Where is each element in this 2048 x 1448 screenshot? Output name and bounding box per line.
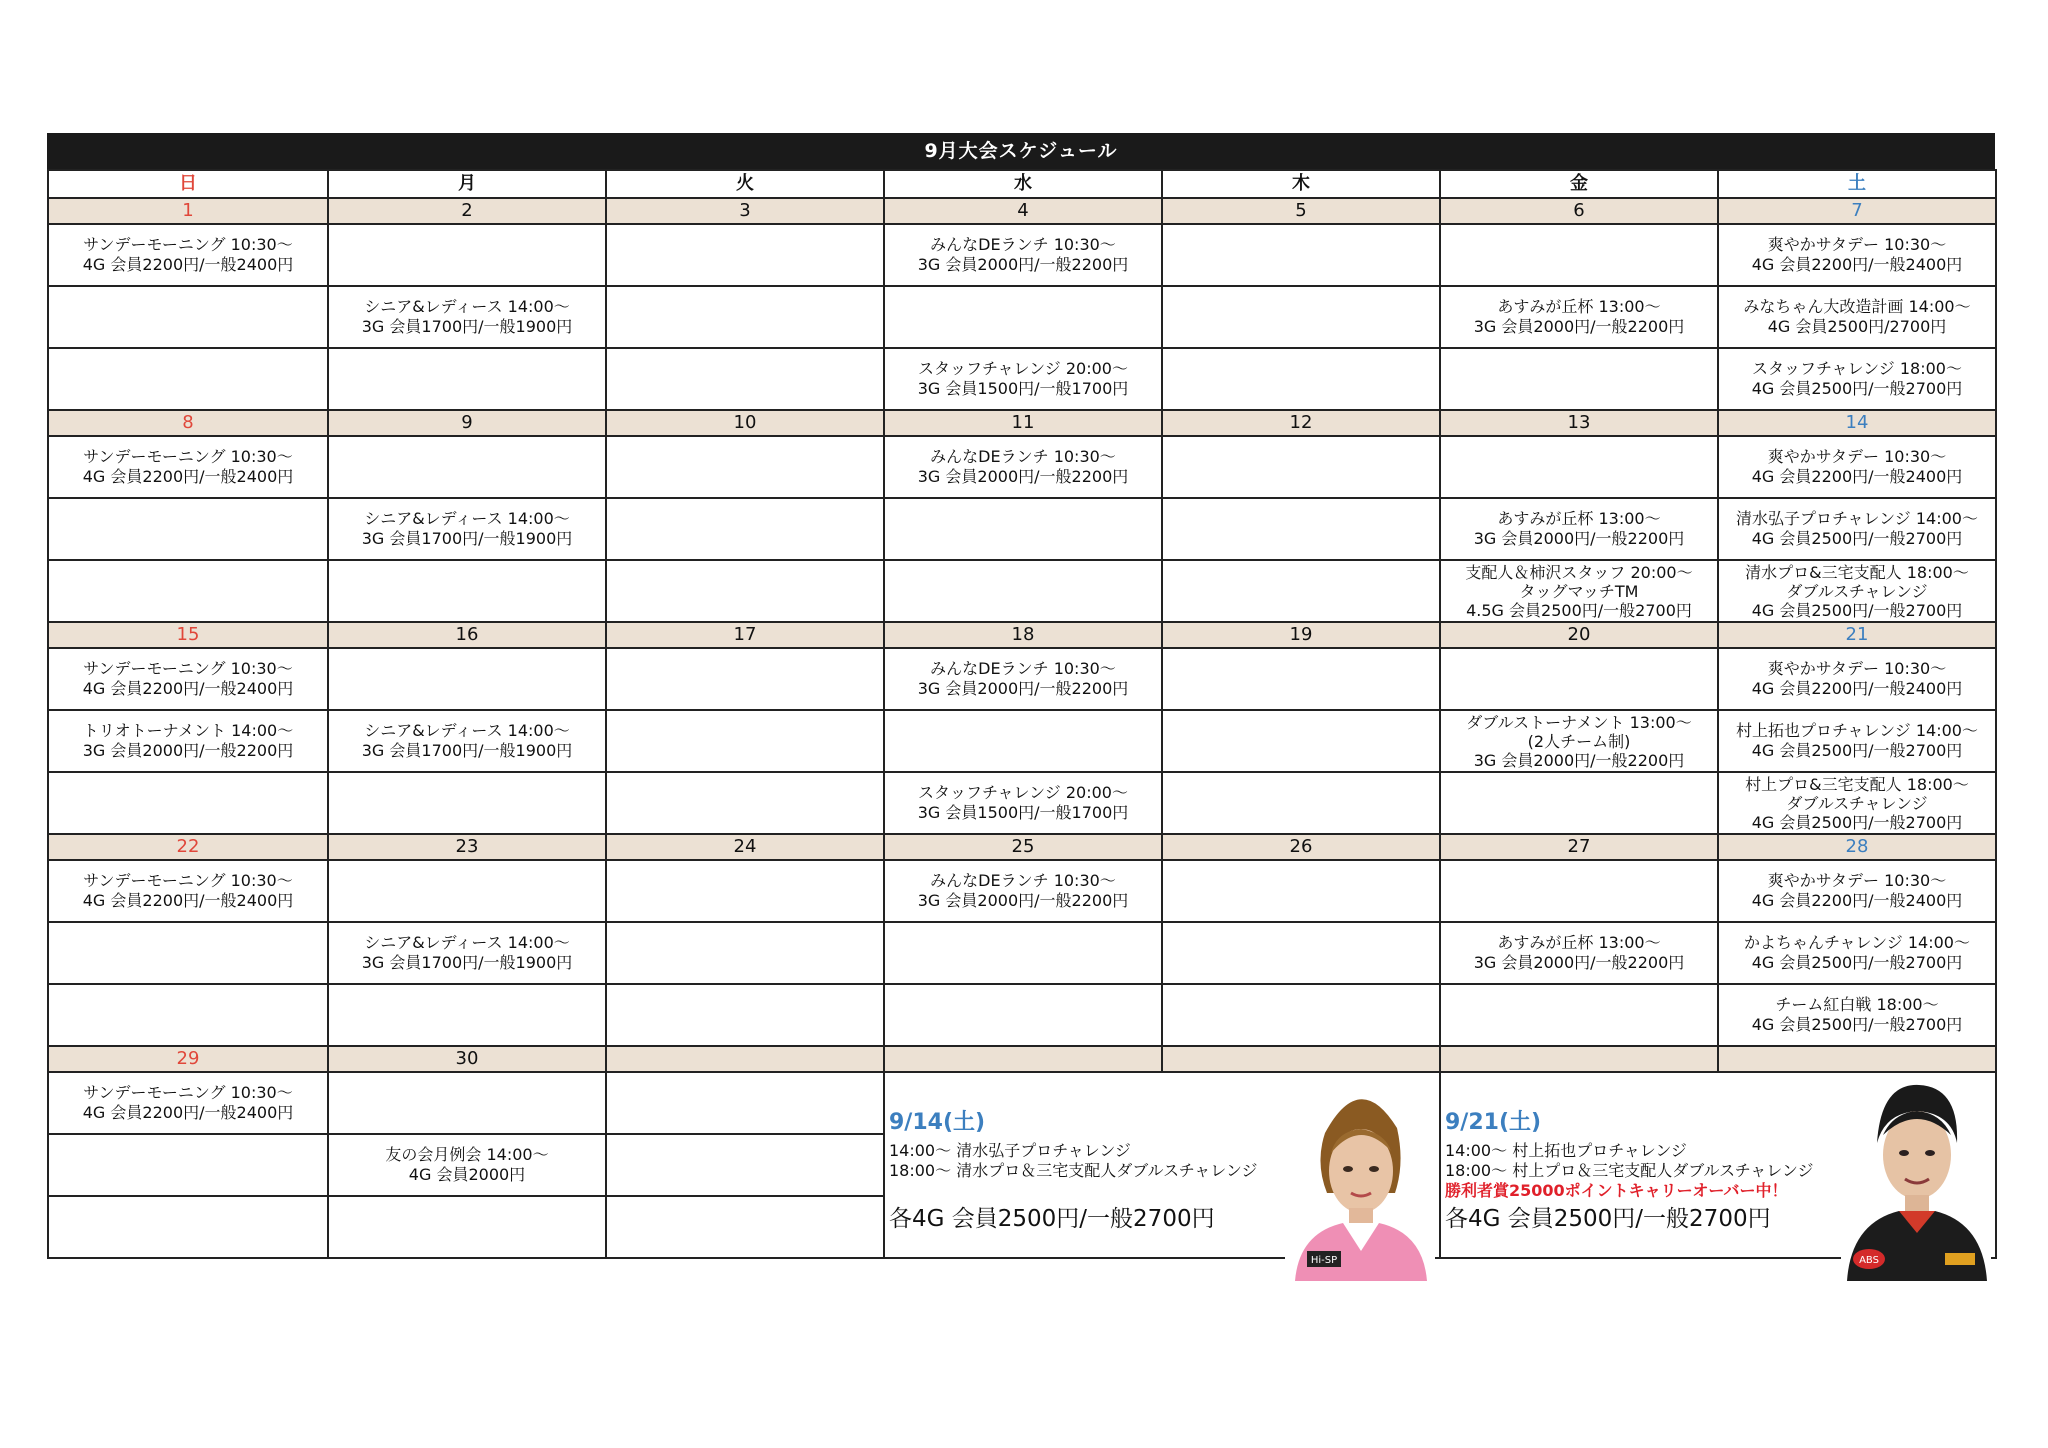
event-cell-empty — [328, 772, 606, 834]
event-cell — [328, 286, 606, 348]
calendar-grid — [47, 169, 1997, 1266]
event-cell-empty — [884, 710, 1162, 772]
event-name: 爽やかサタデー 10:30〜 — [1767, 235, 1947, 254]
event-cell-empty — [1440, 348, 1718, 410]
promo-price: 各4G 会員2500円/一般2700円 — [1445, 1206, 1771, 1232]
event-cell-empty — [1440, 648, 1718, 710]
date-cell: 23 — [328, 834, 606, 860]
date-cell: 18 — [884, 622, 1162, 648]
event-cell-empty — [606, 1072, 884, 1134]
event-price: 3G 会員1700円/一般1900円 — [361, 741, 573, 760]
weekday-thu: 木 — [1162, 170, 1440, 198]
event-price: 3G 会員1500円/一般1700円 — [917, 379, 1129, 398]
event-cell-empty — [884, 984, 1162, 1046]
event-cell — [328, 1134, 606, 1196]
date-cell: 2 — [328, 198, 606, 224]
event-cell-empty — [1440, 860, 1718, 922]
event-price: 4G 会員2200円/一般2400円 — [82, 255, 294, 274]
event-cell-empty — [606, 984, 884, 1046]
event-price: 4G 会員2200円/一般2400円 — [1751, 891, 1963, 910]
event-price: 3G 会員2000円/一般2200円 — [1473, 750, 1685, 770]
date-cell: 24 — [606, 834, 884, 860]
event-price: 4G 会員2000円 — [408, 1165, 526, 1184]
event-cell — [884, 772, 1162, 834]
event-cell-empty — [328, 984, 606, 1046]
event-name: みなちゃん大改造計画 14:00〜 — [1743, 297, 1971, 316]
event-name: ダブルストーナメント 13:00〜 — [1466, 712, 1692, 732]
event-cell — [48, 436, 328, 498]
date-row — [48, 198, 1996, 224]
event-row — [48, 984, 1996, 1046]
portrait-photo-female-pro — [1285, 1073, 1435, 1281]
event-name: サンデーモーニング 10:30〜 — [83, 659, 293, 678]
event-name: スタッフチャレンジ 20:00〜 — [918, 359, 1128, 378]
event-price: 3G 会員2000円/一般2200円 — [917, 679, 1129, 698]
event-cell-empty — [48, 1134, 328, 1196]
event-price: 4G 会員2500円/一般2700円 — [1751, 600, 1963, 620]
event-cell-empty — [606, 922, 884, 984]
event-cell-empty — [328, 224, 606, 286]
event-cell — [1718, 436, 1996, 498]
event-name: サンデーモーニング 10:30〜 — [83, 1083, 293, 1102]
event-price: 3G 会員2000円/一般2200円 — [917, 467, 1129, 486]
event-cell-empty — [328, 1072, 606, 1134]
event-row — [48, 922, 1996, 984]
event-name: かよちゃんチャレンジ 14:00〜 — [1744, 933, 1970, 952]
date-cell: 13 — [1440, 410, 1718, 436]
date-cell: 16 — [328, 622, 606, 648]
event-name: 爽やかサタデー 10:30〜 — [1767, 447, 1947, 466]
event-cell — [1718, 984, 1996, 1046]
event-cell-empty — [1162, 436, 1440, 498]
event-cell — [328, 710, 606, 772]
promo-line: 14:00〜 村上拓也プロチャレンジ — [1445, 1141, 1687, 1160]
event-cell — [1718, 348, 1996, 410]
event-price: 3G 会員2000円/一般2200円 — [917, 255, 1129, 274]
promo-highlight: 勝利者賞25000ポイントキャリーオーバー中！ — [1445, 1181, 1788, 1200]
event-cell-empty — [48, 772, 328, 834]
event-price: 3G 会員1500円/一般1700円 — [917, 803, 1129, 822]
event-cell-empty — [606, 436, 884, 498]
event-name: サンデーモーニング 10:30〜 — [83, 235, 293, 254]
event-name: みんなDEランチ 10:30〜 — [930, 871, 1116, 890]
promo-line: 14:00〜 清水弘子プロチャレンジ — [889, 1141, 1131, 1160]
portrait-photo-male-pro — [1841, 1073, 1991, 1281]
event-price: 4G 会員2500円/一般2700円 — [1751, 379, 1963, 398]
event-cell-empty — [884, 922, 1162, 984]
event-cell — [1718, 286, 1996, 348]
event-cell-empty — [48, 1196, 328, 1258]
date-row — [48, 1046, 1996, 1072]
event-row — [48, 286, 1996, 348]
badge-text: ABS — [1859, 1255, 1879, 1266]
event-cell-empty — [1162, 348, 1440, 410]
promo-date: 9/21(土) — [1445, 1110, 1542, 1135]
event-cell — [1718, 560, 1996, 622]
event-name: サンデーモーニング 10:30〜 — [83, 871, 293, 890]
weekday-sat: 土 — [1718, 170, 1996, 198]
event-cell — [1718, 772, 1996, 834]
event-name: 爽やかサタデー 10:30〜 — [1767, 871, 1947, 890]
event-name: 村上プロ&三宅支配人 18:00〜 — [1745, 774, 1969, 794]
date-cell: 7 — [1718, 198, 1996, 224]
event-cell-empty — [328, 348, 606, 410]
date-cell: 17 — [606, 622, 884, 648]
event-name: サンデーモーニング 10:30〜 — [83, 447, 293, 466]
date-cell: 26 — [1162, 834, 1440, 860]
promo-shimizu — [884, 1072, 1440, 1266]
event-cell — [48, 710, 328, 772]
date-cell: 12 — [1162, 410, 1440, 436]
event-cell-empty — [884, 560, 1162, 622]
date-cell: 3 — [606, 198, 884, 224]
calendar — [47, 133, 1995, 1266]
date-cell: 21 — [1718, 622, 1996, 648]
event-row — [48, 648, 1996, 710]
event-cell — [1440, 922, 1718, 984]
date-cell-empty — [1718, 1046, 1996, 1072]
event-price: 4G 会員2200円/一般2400円 — [1751, 467, 1963, 486]
event-row — [48, 224, 1996, 286]
event-name: (2人チーム制) — [1527, 731, 1631, 751]
event-cell-empty — [48, 984, 328, 1046]
event-cell-empty — [328, 648, 606, 710]
event-cell-empty — [606, 286, 884, 348]
promo-date: 9/14(土) — [889, 1110, 986, 1135]
date-cell: 11 — [884, 410, 1162, 436]
event-name: 爽やかサタデー 10:30〜 — [1767, 659, 1947, 678]
event-cell — [1440, 286, 1718, 348]
promo-line: 18:00〜 村上プロ＆三宅支配人ダブルスチャレンジ — [1445, 1161, 1814, 1180]
event-price: 4G 会員2500円/一般2700円 — [1751, 1015, 1963, 1034]
event-name: スタッフチャレンジ 20:00〜 — [918, 783, 1128, 802]
date-cell: 29 — [48, 1046, 328, 1072]
event-cell — [1718, 860, 1996, 922]
date-row — [48, 834, 1996, 860]
event-price: 3G 会員1700円/一般1900円 — [361, 317, 573, 336]
event-name: シニア&レディース 14:00〜 — [364, 933, 570, 952]
date-cell: 30 — [328, 1046, 606, 1072]
date-cell-empty — [884, 1046, 1162, 1072]
date-cell: 4 — [884, 198, 1162, 224]
event-name: 清水弘子プロチャレンジ 14:00〜 — [1736, 509, 1978, 528]
event-name: ダブルスチャレンジ — [1786, 581, 1928, 601]
event-price: 4G 会員2200円/一般2400円 — [82, 891, 294, 910]
event-cell — [884, 860, 1162, 922]
event-cell — [48, 860, 328, 922]
calendar-title: 9月大会スケジュール — [47, 133, 1995, 169]
event-name: チーム紅白戦 18:00〜 — [1775, 995, 1939, 1014]
date-cell: 15 — [48, 622, 328, 648]
event-cell-empty — [606, 772, 884, 834]
event-cell — [1440, 498, 1718, 560]
event-name: あすみが丘杯 13:00〜 — [1497, 509, 1661, 528]
event-name: あすみが丘杯 13:00〜 — [1497, 933, 1661, 952]
event-price: 3G 会員2000円/一般2200円 — [1473, 953, 1685, 972]
event-cell — [1718, 922, 1996, 984]
event-price: 4G 会員2500円/一般2700円 — [1751, 812, 1963, 832]
event-price: 4G 会員2200円/一般2400円 — [82, 679, 294, 698]
event-cell-empty — [328, 436, 606, 498]
event-cell-empty — [1440, 436, 1718, 498]
event-row — [48, 348, 1996, 410]
event-price: 3G 会員2000円/一般2200円 — [917, 891, 1129, 910]
weekday-fri: 金 — [1440, 170, 1718, 198]
event-cell — [328, 498, 606, 560]
event-cell-empty — [1162, 710, 1440, 772]
event-cell-empty — [328, 860, 606, 922]
event-name: タッグマッチTM — [1519, 581, 1639, 601]
date-cell: 5 — [1162, 198, 1440, 224]
event-name: みんなDEランチ 10:30〜 — [930, 235, 1116, 254]
event-cell-empty — [328, 560, 606, 622]
event-cell — [1440, 710, 1718, 772]
event-cell-empty — [48, 348, 328, 410]
event-price: 4G 会員2200円/一般2400円 — [1751, 679, 1963, 698]
event-cell-empty — [606, 1134, 884, 1196]
event-cell-empty — [1162, 560, 1440, 622]
event-cell-empty — [48, 922, 328, 984]
event-cell-empty — [606, 498, 884, 560]
date-row — [48, 622, 1996, 648]
event-price: 4G 会員2500円/2700円 — [1767, 317, 1947, 336]
event-price: 4G 会員2200円/一般2400円 — [82, 1103, 294, 1122]
event-cell-empty — [606, 224, 884, 286]
event-name: スタッフチャレンジ 18:00〜 — [1752, 359, 1962, 378]
weekday-header — [48, 170, 1996, 198]
event-cell-empty — [884, 286, 1162, 348]
event-name: みんなDEランチ 10:30〜 — [930, 447, 1116, 466]
event-cell-empty — [1162, 224, 1440, 286]
promo-murakami — [1440, 1072, 1996, 1266]
event-cell-empty — [1162, 498, 1440, 560]
date-cell: 10 — [606, 410, 884, 436]
event-cell — [884, 348, 1162, 410]
event-cell-empty — [1440, 772, 1718, 834]
event-cell-empty — [1162, 648, 1440, 710]
badge-text: Hi-SP — [1310, 1255, 1338, 1266]
event-cell — [884, 648, 1162, 710]
event-price: 4G 会員2500円/一般2700円 — [1751, 953, 1963, 972]
event-row — [48, 436, 1996, 498]
event-name: シニア&レディース 14:00〜 — [364, 721, 570, 740]
event-cell — [48, 1072, 328, 1134]
promo-line: 18:00〜 清水プロ＆三宅支配人ダブルスチャレンジ — [889, 1161, 1258, 1180]
event-cell-empty — [606, 710, 884, 772]
event-name: ダブルスチャレンジ — [1786, 793, 1928, 813]
promo-price: 各4G 会員2500円/一般2700円 — [889, 1206, 1215, 1232]
event-row — [48, 710, 1996, 772]
event-price: 4G 会員2200円/一般2400円 — [82, 467, 294, 486]
event-price: 4G 会員2500円/一般2700円 — [1751, 529, 1963, 548]
event-name: あすみが丘杯 13:00〜 — [1497, 297, 1661, 316]
event-name: シニア&レディース 14:00〜 — [364, 509, 570, 528]
event-name: 支配人＆柿沢スタッフ 20:00〜 — [1465, 562, 1693, 582]
date-cell: 20 — [1440, 622, 1718, 648]
weekday-sun: 日 — [48, 170, 328, 198]
date-cell: 9 — [328, 410, 606, 436]
event-row — [48, 860, 1996, 922]
event-cell-empty — [48, 286, 328, 348]
event-cell-empty — [606, 860, 884, 922]
event-row — [48, 1072, 1996, 1134]
event-price: 3G 会員1700円/一般1900円 — [361, 529, 573, 548]
event-cell — [1718, 710, 1996, 772]
event-cell-empty — [1162, 772, 1440, 834]
event-cell — [48, 224, 328, 286]
event-cell — [1718, 498, 1996, 560]
event-cell-empty — [1162, 922, 1440, 984]
event-name: トリオトーナメント 14:00〜 — [82, 721, 294, 740]
event-row — [48, 772, 1996, 834]
event-cell-empty — [328, 1196, 606, 1258]
event-cell — [884, 436, 1162, 498]
date-cell: 6 — [1440, 198, 1718, 224]
date-cell-empty — [1440, 1046, 1718, 1072]
date-cell: 1 — [48, 198, 328, 224]
date-cell: 28 — [1718, 834, 1996, 860]
event-cell — [1718, 224, 1996, 286]
event-cell-empty — [1162, 860, 1440, 922]
event-price: 4G 会員2500円/一般2700円 — [1751, 741, 1963, 760]
weekday-mon: 月 — [328, 170, 606, 198]
event-name: シニア&レディース 14:00〜 — [364, 297, 570, 316]
date-cell-empty — [606, 1046, 884, 1072]
event-price: 4.5G 会員2500円/一般2700円 — [1466, 600, 1692, 620]
date-cell: 27 — [1440, 834, 1718, 860]
event-cell-empty — [606, 348, 884, 410]
event-price: 3G 会員2000円/一般2200円 — [1473, 529, 1685, 548]
date-cell: 25 — [884, 834, 1162, 860]
event-cell-empty — [48, 498, 328, 560]
event-cell-empty — [606, 1196, 884, 1258]
event-row — [48, 560, 1996, 622]
date-cell: 19 — [1162, 622, 1440, 648]
weekday-wed: 水 — [884, 170, 1162, 198]
weekday-tue: 火 — [606, 170, 884, 198]
event-price: 3G 会員1700円/一般1900円 — [361, 953, 573, 972]
date-row — [48, 410, 1996, 436]
event-cell — [884, 224, 1162, 286]
date-cell: 14 — [1718, 410, 1996, 436]
event-cell-empty — [884, 498, 1162, 560]
event-cell-empty — [1162, 286, 1440, 348]
date-cell-empty — [1162, 1046, 1440, 1072]
date-cell: 8 — [48, 410, 328, 436]
event-cell — [1440, 560, 1718, 622]
event-cell-empty — [1440, 984, 1718, 1046]
event-cell-empty — [606, 560, 884, 622]
event-cell-empty — [48, 560, 328, 622]
date-cell: 22 — [48, 834, 328, 860]
event-cell — [328, 922, 606, 984]
event-name: 清水プロ&三宅支配人 18:00〜 — [1745, 562, 1969, 582]
event-row — [48, 498, 1996, 560]
event-name: 友の会月例会 14:00〜 — [385, 1145, 549, 1164]
event-name: 村上拓也プロチャレンジ 14:00〜 — [1736, 721, 1978, 740]
event-name: みんなDEランチ 10:30〜 — [930, 659, 1116, 678]
event-price: 4G 会員2200円/一般2400円 — [1751, 255, 1963, 274]
event-cell — [1718, 648, 1996, 710]
event-cell-empty — [1440, 224, 1718, 286]
event-price: 3G 会員2000円/一般2200円 — [82, 741, 294, 760]
event-cell-empty — [606, 648, 884, 710]
event-cell — [48, 648, 328, 710]
event-cell-empty — [1162, 984, 1440, 1046]
event-price: 3G 会員2000円/一般2200円 — [1473, 317, 1685, 336]
